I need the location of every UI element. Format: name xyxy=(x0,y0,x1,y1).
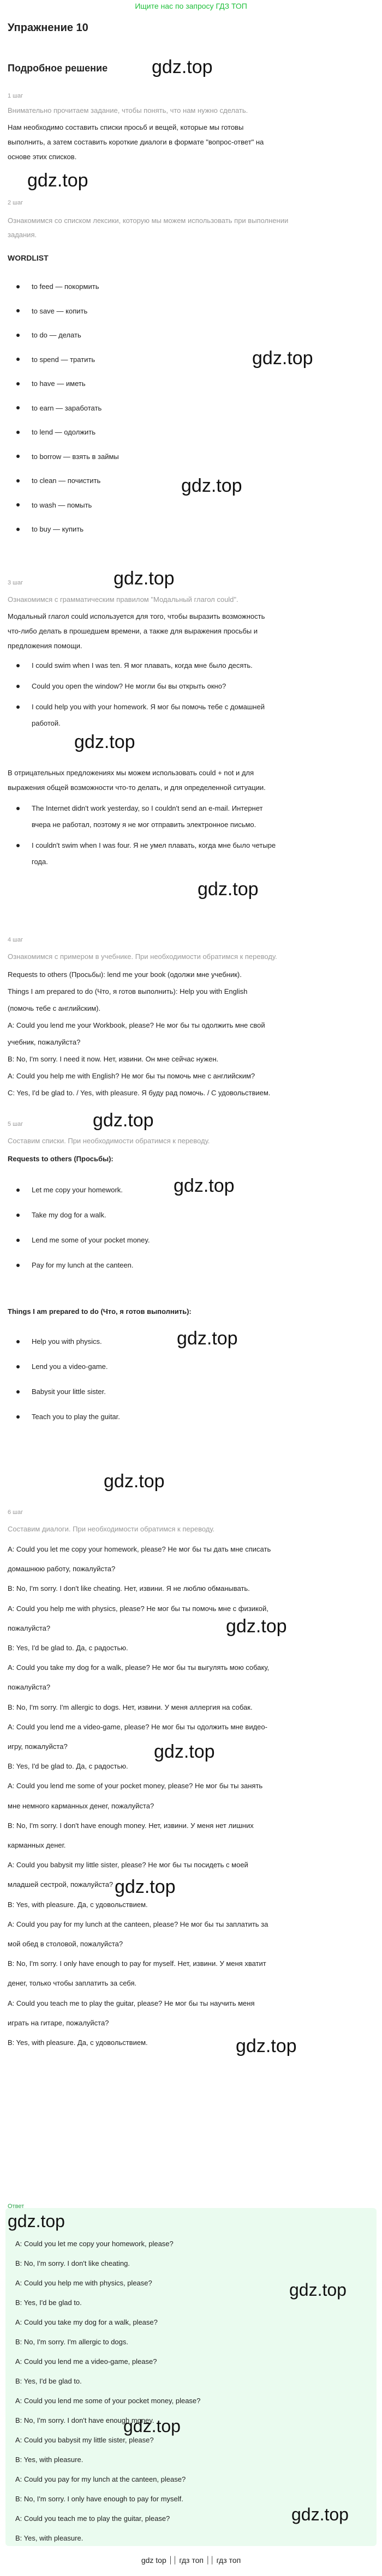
answer-line: A: Could you teach me to play the guitar, please? xyxy=(15,2514,170,2523)
dialog-line: A: Could you help me with physics, please? Не мог бы ты помочь мне с физикой, xyxy=(8,1604,268,1613)
step-label: 5 шаг xyxy=(8,1121,23,1127)
step-body xyxy=(8,120,373,164)
hint-line: Составим диалоги. При необходимости обратимся к переводу. xyxy=(8,1525,215,1533)
answer-line: B: No, I'm sorry. I only have enough to pay for myself. xyxy=(15,2495,183,2503)
body-line: выражения общей возможности что-то делать, и для определенной ситуации. xyxy=(8,783,266,792)
watermark: gdz.top xyxy=(114,568,175,589)
watermark: gdz.top xyxy=(93,1110,154,1131)
body-line: A: Could you help me with English? Не мог бы ты помочь мне с английским? xyxy=(8,1072,255,1080)
things-heading: Things I am prepared to do (Что, я готов выполнить): xyxy=(8,1307,192,1316)
step-label: 3 шаг xyxy=(8,580,23,586)
dialog-line: B: No, I'm sorry. I don't have enough money. Нет, извини. У меня нет лишних xyxy=(8,1821,254,1830)
step-hint xyxy=(8,950,373,964)
answer-line: B: Yes, I'd be glad to. xyxy=(15,2377,82,2385)
watermark: gdz.top xyxy=(154,1741,215,1762)
list-item: Lend me some of your pocket money. xyxy=(8,1228,373,1253)
watermark: gdz.top xyxy=(115,1877,176,1897)
dialog-line: карманных денег. xyxy=(8,1841,66,1850)
list-item: Lend you a video-game. xyxy=(8,1354,373,1379)
example-list xyxy=(8,800,373,870)
step-label: 1 шаг xyxy=(8,93,23,99)
watermark: gdz.top xyxy=(252,348,313,369)
dialog-line: A: Could you take my dog for a walk, please? Не мог бы ты выгулять мою собаку, xyxy=(8,1663,270,1672)
body-line: Things I am prepared to do (Что, я готов выполнить): Help you with English xyxy=(8,987,248,996)
dialog-body xyxy=(8,1540,373,2053)
answer-label: Ответ xyxy=(8,2203,25,2210)
dialog-line: B: No, I'm sorry. I only have enough to pay for myself. Нет, извини. У меня хватит xyxy=(8,1959,266,1968)
list-item: Teach you to play the guitar. xyxy=(8,1404,373,1429)
body-line: (помочь тебе с английским). xyxy=(8,1004,101,1012)
watermark: gdz.top xyxy=(236,2036,297,2056)
step-label: 6 шаг xyxy=(8,1509,23,1516)
list-item: I could help you with your homework. Я мог бы помочь тебе с домашней xyxy=(8,699,373,715)
footer: gdz top ⏐⏐ гдз топ ⏐⏐ гдз топ xyxy=(141,2556,241,2565)
list-item: Help you with physics. xyxy=(8,1329,373,1354)
dialog-line: B: Yes, I'd be glad to. Да, с радостью. xyxy=(8,1644,128,1652)
dialog-line: домашнюю работу, пожалуйста? xyxy=(8,1565,116,1573)
answer-line: B: Yes, with pleasure. xyxy=(15,2456,83,2464)
dialog-line: B: Yes, with pleasure. Да, с удовольствием. xyxy=(8,1900,148,1909)
body-line: предложения помощи. xyxy=(8,642,82,650)
list-item: to spend — тратить xyxy=(8,348,373,372)
hint-line: Ознакомимся с примером в учебнике. При необходимости обратимся к переводу. xyxy=(8,952,277,961)
hint-line: Ознакомимся со списком лексики, которую мы можем использовать при выполнении xyxy=(8,216,289,225)
dialog-line: мне немного карманных денег, пожалуйста? xyxy=(8,1801,154,1810)
dialog-line: B: Yes, I'd be glad to. Да, с радостью. xyxy=(8,1762,128,1771)
body-line: учебник, пожалуйста? xyxy=(8,1038,81,1046)
list-item: Could you open the window? Не могли бы вы открыть окно? xyxy=(8,678,373,695)
dialog-line: играть на гитаре, пожалуйста? xyxy=(8,2018,109,2027)
answer-line: A: Could you let me copy your homework, please? xyxy=(15,2240,174,2248)
step-body xyxy=(8,966,373,1101)
watermark: gdz.top xyxy=(104,1471,165,1492)
body-line: В отрицательных предложениях мы можем использовать could + not и для xyxy=(8,769,254,777)
body-line: выполнить, а затем составить короткие диалоги в формате "вопрос-ответ" на xyxy=(8,138,264,146)
body-line: B: No, I'm sorry. I need it now. Нет, извини. Он мне сейчас нужен. xyxy=(8,1055,219,1063)
body-line: A: Could you lend me your Workbook, please? Не мог бы ты одолжить мне свой xyxy=(8,1021,265,1029)
list-item: to feed — покормить xyxy=(8,275,373,299)
dialog-line: игру, пожалуйста? xyxy=(8,1742,68,1751)
watermark: gdz.top xyxy=(177,1328,238,1349)
answer-line: B: No, I'm sorry. I don't like cheating. xyxy=(15,2259,130,2267)
step-label: 2 шаг xyxy=(8,200,23,206)
step-body xyxy=(8,765,373,795)
step-hint xyxy=(8,593,373,607)
watermark: gdz.top xyxy=(226,1616,287,1637)
requests-heading: Requests to others (Просьбы): xyxy=(8,1155,114,1163)
answer-line: B: No, I'm sorry. I don't have enough money. xyxy=(15,2416,154,2424)
list-item: Pay for my lunch at the canteen. xyxy=(8,1253,373,1278)
list-item: Take my dog for a walk. xyxy=(8,1203,373,1228)
dialog-line: A: Could you teach me to play the guitar, please? Не мог бы ты научить меня xyxy=(8,1999,255,2007)
watermark: gdz.top xyxy=(291,2505,349,2524)
list-item: Babysit your little sister. xyxy=(8,1379,373,1404)
watermark: gdz.top xyxy=(123,2416,181,2436)
list-item: to wash — помыть xyxy=(8,493,373,518)
hint-line: Ознакомимся с грамматическим правилом "Модальный глагол could". xyxy=(8,595,238,604)
dialog-line: A: Could you babysit my little sister, please? Не мог бы ты посидеть с моей xyxy=(8,1861,248,1869)
dialog-line: B: Yes, with pleasure. Да, с удовольствием. xyxy=(8,2038,148,2047)
body-line: основе этих списков. xyxy=(8,153,77,161)
watermark: gdz.top xyxy=(289,2280,347,2300)
page-subtitle: Подробное решение xyxy=(8,63,108,74)
hint-line: Составим списки. При необходимости обратимся к переводу. xyxy=(8,1137,210,1145)
list-item: to do — делать xyxy=(8,323,373,348)
answer-line: A: Could you take my dog for a walk, please? xyxy=(15,2318,158,2326)
page-title: Упражнение 10 xyxy=(8,22,88,34)
dialog-line: пожалуйста? xyxy=(8,1683,51,1692)
body-line: Нам необходимо составить списки просьб и вещей, которые мы готовы xyxy=(8,123,244,131)
step-hint xyxy=(8,214,373,242)
watermark: gdz.top xyxy=(174,1175,235,1196)
dialog-line: младшей сестрой, пожалуйста? xyxy=(8,1880,114,1889)
step-label: 4 шаг xyxy=(8,937,23,943)
dialog-line: A: Could you lend me a video-game, please? Не мог бы ты одолжить мне видео- xyxy=(8,1722,267,1731)
watermark: gdz.top xyxy=(8,2211,65,2231)
answer-line: A: Could you pay for my lunch at the canteen, please? xyxy=(15,2475,186,2483)
answer-line: A: Could you babysit my little sister, please? xyxy=(15,2436,154,2444)
list-item: to earn — заработать xyxy=(8,396,373,421)
answer-line: A: Could you help me with physics, please? xyxy=(15,2279,152,2287)
dialog-line: A: Could you lend me some of your pocket money, please? Не мог бы ты занять xyxy=(8,1782,263,1790)
list-item: I couldn't swim when I was four. Я не умел плавать, когда мне было четыре xyxy=(8,837,373,854)
list-item-cont: вчера не работал, поэтому я не мог отправить электронное письмо. xyxy=(32,821,256,829)
list-item: to buy — купить xyxy=(8,517,373,542)
word-list xyxy=(8,275,373,542)
list-item-cont: года. xyxy=(32,858,48,866)
dialog-line: A: Could you let me copy your homework, please? Не мог бы ты дать мне списать xyxy=(8,1545,271,1553)
wordlist-heading: WORDLIST xyxy=(8,254,49,262)
watermark: gdz.top xyxy=(152,57,213,77)
dialog-line: A: Could you pay for my lunch at the canteen, please? Не мог бы ты заплатить за xyxy=(8,1920,268,1928)
example-list xyxy=(8,657,373,732)
dialog-line: B: No, I'm sorry. I'm allergic to dogs. Нет, извини. У меня аллергия на собак. xyxy=(8,1703,253,1711)
dialog-line: B: No, I'm sorry. I don't like cheating. Нет, извини. Я не люблю обманывать. xyxy=(8,1584,250,1593)
list-item: to save — копить xyxy=(8,299,373,324)
answer-line: A: Could you lend me some of your pocket money, please? xyxy=(15,2397,201,2405)
hint-line: задания. xyxy=(8,231,37,239)
body-line: C: Yes, I'd be glad to. / Yes, with pleasure. Я буду рад помочь. / С удовольствием. xyxy=(8,1089,271,1097)
answer-line: A: Could you lend me a video-game, please? xyxy=(15,2357,157,2366)
hint-line: Внимательно прочитаем задание, чтобы понять, что нам нужно сделать. xyxy=(8,106,248,114)
dialog-line: мой обед в столовой, пожалуйста? xyxy=(8,1940,123,1948)
watermark: gdz.top xyxy=(74,732,135,752)
list-item: to have — иметь xyxy=(8,372,373,396)
body-line: что-либо делать в прошедшем времени, а также для выражения просьбы и xyxy=(8,627,258,635)
list-item: Let me copy your homework. xyxy=(8,1178,373,1203)
answer-line: B: Yes, I'd be glad to. xyxy=(15,2299,82,2307)
step-body xyxy=(8,609,373,653)
list-item: to clean — почистить xyxy=(8,469,373,493)
watermark: gdz.top xyxy=(198,879,259,900)
list-item: I could swim when I was ten. Я мог плавать, когда мне было десять. xyxy=(8,657,373,674)
list-item: to borrow — взять в займы xyxy=(8,445,373,469)
watermark: gdz.top xyxy=(27,170,88,191)
top-banner[interactable]: Ищите нас по запросу ГДЗ ТОП xyxy=(135,2,247,10)
dialog-line: денег, только чтобы заплатить за себя. xyxy=(8,1979,137,1988)
answer-line: B: No, I'm sorry. I'm allergic to dogs. xyxy=(15,2338,129,2346)
step-hint xyxy=(8,1522,373,1536)
body-line: Модальный глагол could используется для того, чтобы выразить возможность xyxy=(8,612,265,620)
list-item: to lend — одолжить xyxy=(8,420,373,445)
body-line: Requests to others (Просьбы): lend me your book (одолжи мне учебник). xyxy=(8,970,242,979)
step-hint xyxy=(8,104,373,118)
answer-line: B: Yes, with pleasure. xyxy=(15,2534,83,2542)
list-item: The Internet didn't work yesterday, so I couldn't send an e-mail. Интернет xyxy=(8,800,373,817)
dialog-line: пожалуйста? xyxy=(8,1624,51,1632)
watermark: gdz.top xyxy=(181,475,242,496)
list-item-cont: работой. xyxy=(32,719,61,727)
step-hint xyxy=(8,1134,373,1148)
